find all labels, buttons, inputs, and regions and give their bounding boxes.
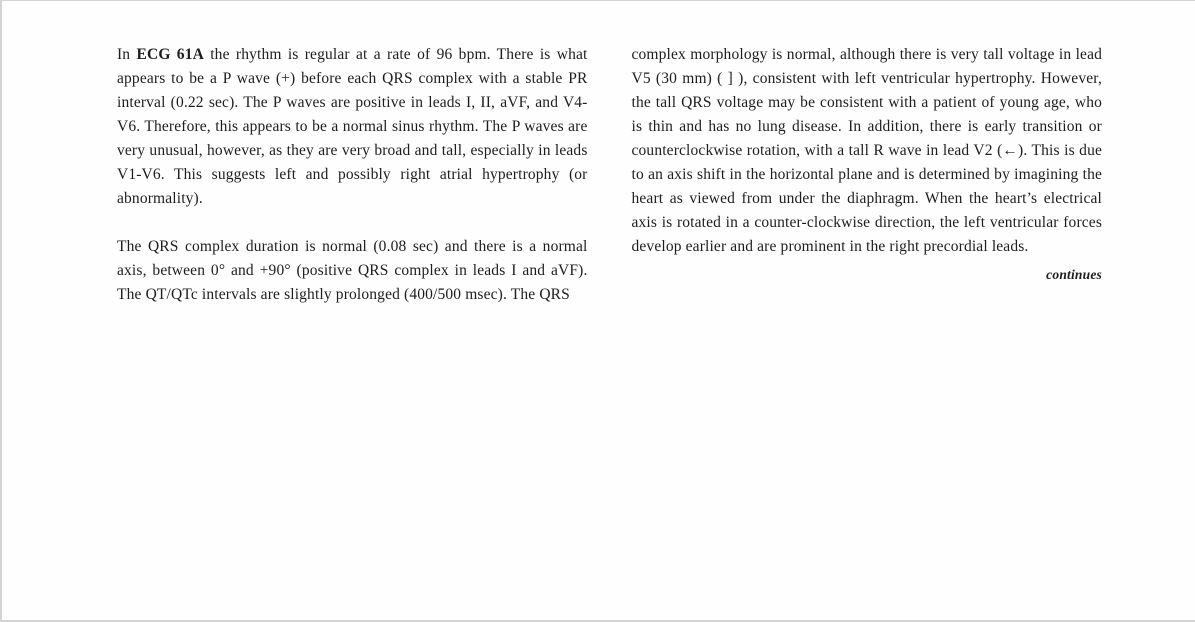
right-column (632, 43, 1103, 307)
ecg-61a-reference: ECG 61A (136, 46, 204, 63)
paragraph-rhythm-body: the rhythm is regular at a rate of 96 bpm. There is what appears to be a P wave (+) before each QRS complex with a stable PR interval (0.22 sec). The P waves are positive in leads I, II, aVF, and V4-V6. Therefore, this appears to be a normal sinus rhythm. The P waves are very unusual, however, as they are very broad and tall, especially in leads V1-V6. This suggests left and possibly right atrial hypertrophy (or abnormality). (117, 46, 588, 207)
two-column-text-block (2, 1, 1195, 307)
continues-label: continues (1046, 267, 1102, 282)
left-column (117, 43, 588, 307)
paragraph-rhythm-analysis (117, 43, 588, 211)
paragraph-qrs-morphology: complex morphology is normal, although there is very tall voltage in lead V5 (30 mm) ( ] ), consistent with left ventricular hypertrophy. However, the tall QRS voltage may be consistent with a patient of young age, who is thin and has no lung disease. In addition, there is early transition or counterclockwise rotation, with a tall R wave in lead V2 (←). This is due to an axis shift in the horizontal plane and is determined by imagining the heart as viewed from under the diaphragm. When the heart’s electrical axis is rotated in a counter-clockwise direction, the left ventricular forces develop earlier and are prominent in the right precordial leads. (631, 46, 1102, 255)
paragraph-qrs-duration: The QRS complex duration is normal (0.08 sec) and there is a normal axis, between 0° and +90° (positive QRS complex in leads I and aVF). The QT/QTc intervals are slightly prolonged (400/500 msec). The QRS (117, 238, 588, 303)
paragraph-rhythm-prefix: In (117, 46, 137, 63)
